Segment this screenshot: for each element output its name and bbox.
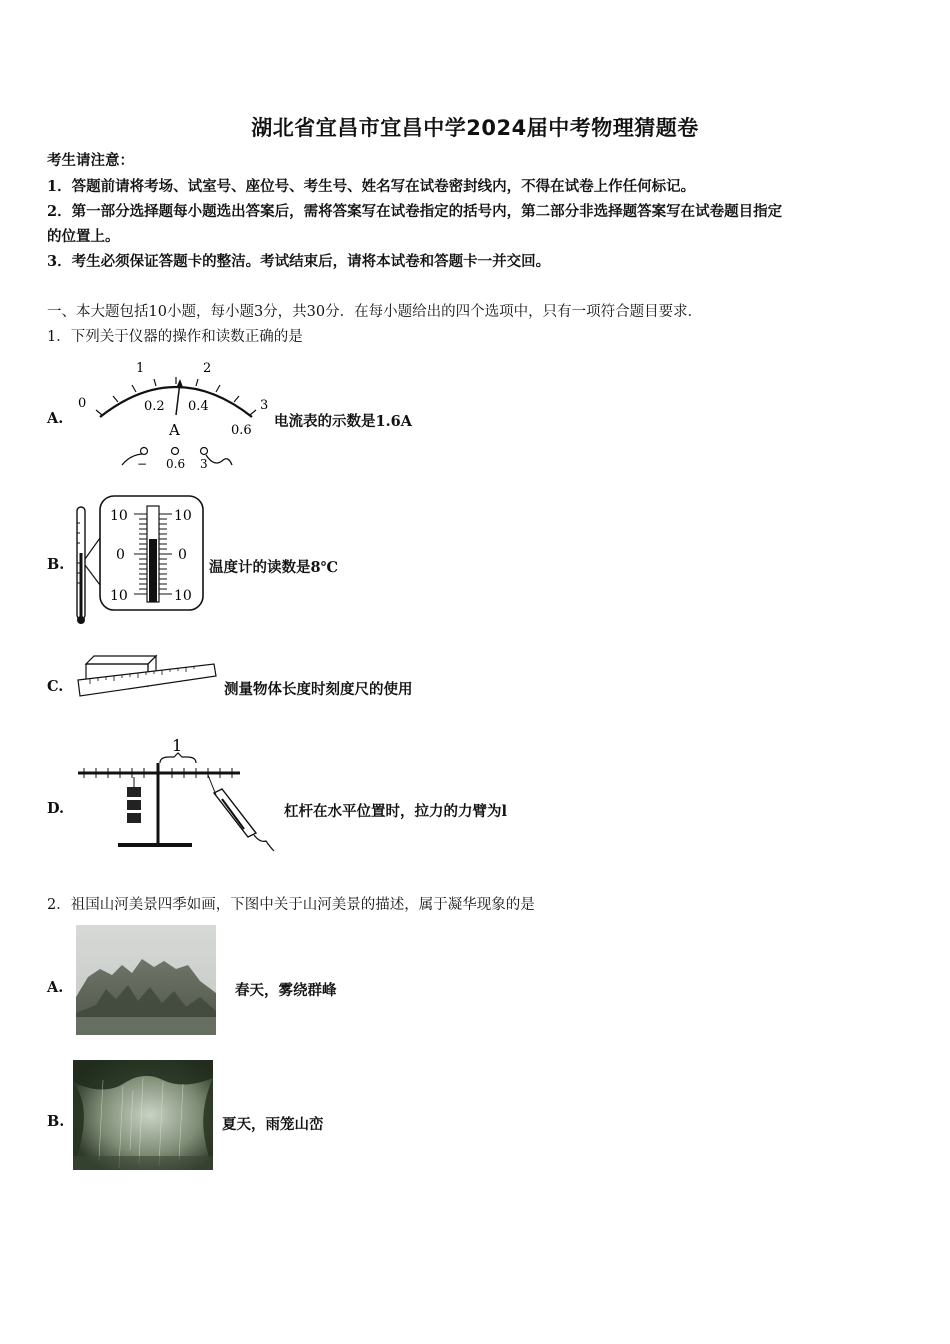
lever-figure [74, 733, 284, 855]
q2-option-b-text: 夏天，雨笼山峦 [222, 1116, 324, 1133]
page-title: 湖北省宜昌市宜昌中学2024届中考物理猜题卷 [251, 116, 699, 140]
q1-option-c-label: C. [47, 678, 64, 695]
q1-option-d-text: 杠杆在水平位置时，拉力的力臂为l [284, 803, 508, 820]
thermometer-figure [70, 493, 208, 629]
q1-option-c-text: 测量物体长度时刻度尺的使用 [224, 681, 413, 698]
section-heading: 一、本大题包括10小题，每小题3分，共30分．在每小题给出的四个选项中，只有一项符合题目要求． [47, 304, 703, 320]
q1-option-d-label: D. [47, 800, 65, 817]
notice-heading: 考生请注意： [47, 152, 134, 169]
terminal-0-6: 0.6 [166, 457, 186, 471]
thermo-mark-bottom-right: 10 [174, 588, 192, 604]
terminal-3: 3 [200, 457, 208, 471]
ammeter-bottom-0-4: 0.4 [188, 399, 209, 414]
ammeter-bottom-0-6: 0.6 [231, 423, 252, 438]
q1-stem: 1．下列关于仪器的操作和读数正确的是 [47, 329, 303, 345]
notice-item-2: 2．第一部分选择题每小题选出答案后，需将答案写在试卷指定的括号内，第二部分非选择题答案写在试卷题目指定 [47, 203, 783, 220]
notice-item-2-cont: 的位置上。 [47, 228, 120, 245]
foggy-peaks-photo [76, 925, 216, 1035]
thermo-mark-zero-right: 0 [178, 547, 187, 563]
q2-option-b-label: B. [47, 1113, 65, 1130]
ruler-figure [72, 650, 222, 702]
terminal-minus: − [137, 457, 148, 471]
ammeter-bottom-0-2: 0.2 [144, 399, 165, 414]
q1-option-b-text: 温度计的读数是8℃ [209, 559, 338, 576]
q2-option-a-label: A. [47, 979, 64, 996]
notice-item-1: 1．答题前请将考场、试室号、座位号、考生号、姓名写在试卷密封线内，不得在试卷上作任何标记。 [47, 178, 696, 195]
q1-option-a-label: A. [47, 410, 64, 427]
ammeter-figure [72, 355, 277, 475]
ammeter-top-3: 3 [260, 398, 269, 413]
ammeter-unit: A [169, 421, 180, 439]
q1-option-a-text: 电流表的示数是1.6A [274, 413, 412, 430]
thermo-mark-top-right: 10 [174, 508, 192, 524]
ammeter-top-1: 1 [136, 361, 145, 376]
ammeter-top-2: 2 [203, 361, 212, 376]
q2-option-a-text: 春天，雾绕群峰 [235, 982, 337, 999]
rainy-mountains-photo [73, 1060, 213, 1170]
lever-arm-label: 1 [172, 736, 183, 755]
notice-item-3: 3．考生必须保证答题卡的整洁。考试结束后，请将本试卷和答题卡一并交回。 [47, 253, 551, 270]
thermo-mark-top-left: 10 [110, 508, 128, 524]
q2-stem: 2．祖国山河美景四季如画，下图中关于山河美景的描述，属于凝华现象的是 [47, 897, 535, 913]
thermo-mark-bottom-left: 10 [110, 588, 128, 604]
thermo-mark-zero-left: 0 [116, 547, 125, 563]
ammeter-top-0: 0 [78, 396, 87, 411]
q1-option-b-label: B. [47, 556, 65, 573]
